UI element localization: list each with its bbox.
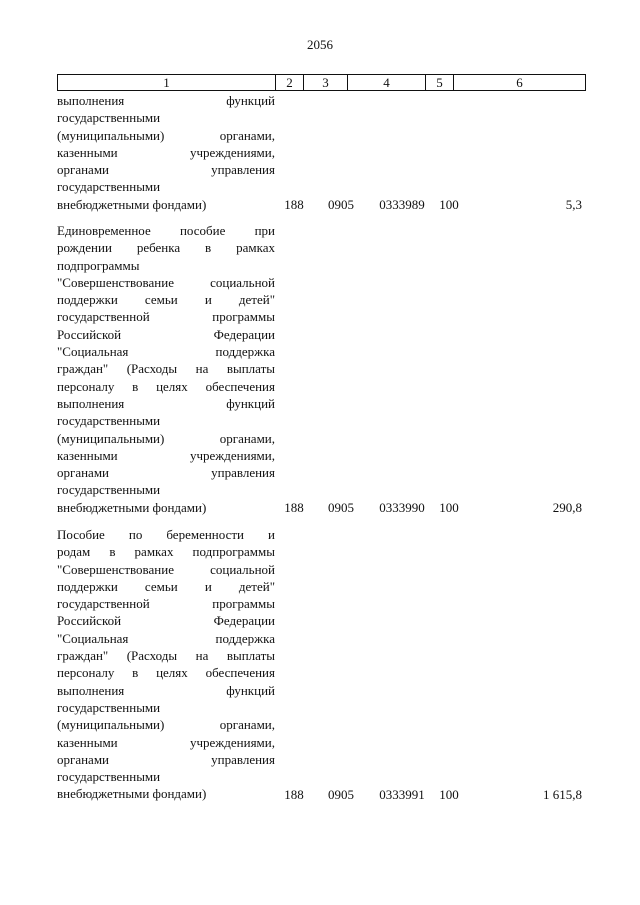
description-line: подпрограммы (57, 257, 140, 273)
row-col-6: 1 615,8 (543, 787, 582, 802)
row-description (57, 526, 275, 803)
description-line: рождении ребенка в рамках (57, 240, 275, 256)
header-col-6: 6 (516, 75, 523, 90)
description-line: поддержки семьи и детей" (57, 578, 275, 594)
page-number: 2056 (307, 37, 333, 52)
description-line: родам в рамках подпрограммы (57, 544, 275, 560)
header-col-4: 4 (348, 75, 426, 90)
row-description (57, 92, 275, 213)
row-col-4: 0333989 (379, 197, 425, 212)
description-line: выполнения функций (57, 395, 275, 411)
description-line: выполнения функций (57, 682, 275, 698)
row-col-5: 100 (439, 500, 459, 515)
row-col-3: 0905 (328, 197, 354, 212)
description-line: граждан" (Расходы на выплаты (57, 648, 275, 664)
description-line: государственными (57, 110, 161, 126)
header-col-5: 5 (426, 75, 454, 90)
row-col-2: 188 (284, 197, 304, 212)
row-col-5: 100 (439, 787, 459, 802)
description-line: государственными (57, 769, 161, 785)
description-line: государственными (57, 699, 161, 715)
description-line: (муниципальными) органами, (57, 717, 275, 733)
row-col-2: 188 (284, 787, 304, 802)
row-col-2: 188 (284, 500, 304, 515)
description-line: выполнения функций (57, 93, 275, 108)
row-col-6: 5,3 (565, 197, 582, 212)
description-line: казенными учреждениями, (57, 447, 275, 463)
description-line: казенными учреждениями, (57, 734, 275, 750)
description-line: государственными (57, 413, 161, 429)
row-col-3: 0905 (328, 787, 354, 802)
description-line: Пособие по беременности и (57, 527, 275, 542)
header-col-1: 1 (58, 75, 276, 90)
description-line: государственными (57, 179, 161, 195)
table-header (57, 74, 586, 91)
description-line: "Совершенствование социальной (57, 274, 275, 290)
description-line: внебюджетными фондами) (57, 786, 207, 802)
description-line: персоналу в целях обеспечения (57, 378, 275, 394)
description-line: органами управления (57, 751, 275, 767)
description-line: внебюджетными фондами) (57, 196, 207, 212)
description-line: государственными (57, 482, 161, 498)
row-col-5: 100 (439, 197, 459, 212)
header-col-2: 2 (276, 75, 304, 90)
description-line: "Социальная поддержка (57, 630, 275, 646)
description-line: органами управления (57, 162, 275, 178)
description-line: персоналу в целях обеспечения (57, 665, 275, 681)
description-line: Российской Федерации (57, 326, 275, 342)
row-col-4: 0333991 (379, 787, 425, 802)
row-col-3: 0905 (328, 500, 354, 515)
row-description (57, 222, 275, 516)
description-line: государственной программы (57, 596, 275, 612)
description-line: поддержки семьи и детей" (57, 292, 275, 308)
description-line: Российской Федерации (57, 613, 275, 629)
description-line: казенными учреждениями, (57, 144, 275, 160)
description-line: граждан" (Расходы на выплаты (57, 361, 275, 377)
description-line: государственной программы (57, 309, 275, 325)
description-line: внебюджетными фондами) (57, 499, 207, 515)
description-line: "Совершенствование социальной (57, 561, 275, 577)
description-line: органами управления (57, 465, 275, 481)
description-line: "Социальная поддержка (57, 344, 275, 360)
header-col-3: 3 (304, 75, 348, 90)
row-col-6: 290,8 (552, 500, 582, 515)
row-col-4: 0333990 (379, 500, 425, 515)
description-line: Единовременное пособие при (57, 223, 275, 238)
description-line: (муниципальными) органами, (57, 430, 275, 446)
description-line: (муниципальными) органами, (57, 127, 275, 143)
